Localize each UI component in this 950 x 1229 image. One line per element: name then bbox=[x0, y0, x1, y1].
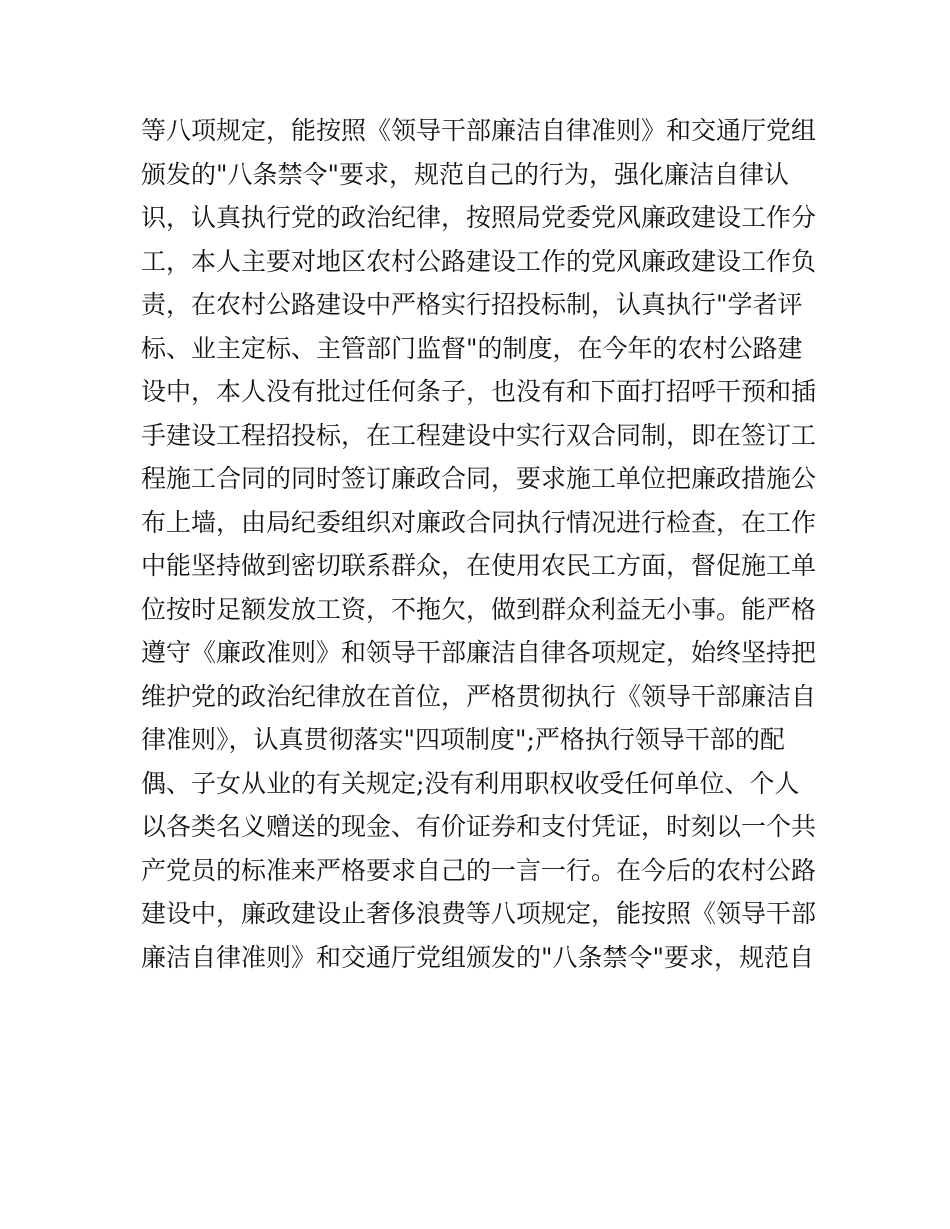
text-line-20: 廉洁自律准则》和交通厅党组颁发的"八条禁令"要求，规范自 bbox=[141, 942, 815, 972]
text-line-3: 识，认真执行党的政治纪律，按照局党委党风廉政建设工作分 bbox=[141, 203, 817, 232]
text-line-12: 位按时足额发放工资，不拖欠，做到群众利益无小事。能严格 bbox=[141, 594, 817, 624]
text-line-14: 维护党的政治纪律放在首位，严格贯彻执行《领导干部廉洁自 bbox=[141, 681, 817, 711]
text-line-10: 布上墙，由局纪委组织对廉政合同执行情况进行检查，在工作 bbox=[141, 507, 817, 537]
text-line-2: 颁发的"八条禁令"要求，规范自己的行为，强化廉洁自律认 bbox=[141, 159, 790, 189]
text-line-9: 程施工合同的同时签订廉政合同，要求施工单位把廉政措施公 bbox=[141, 464, 817, 493]
text-line-4: 工，本人主要对地区农村公路建设工作的党风廉政建设工作负 bbox=[141, 246, 817, 276]
text-line-15: 律准则》，认真贯彻落实"四项制度";严格执行领导干部的配 bbox=[141, 725, 785, 754]
text-line-1: 等八项规定，能按照《领导干部廉洁自律准则》和交通厅党组 bbox=[141, 116, 817, 145]
text-line-18: 产党员的标准来严格要求自己的一言一行。在今后的农村公路 bbox=[141, 855, 817, 885]
text-line-7: 设中，本人没有批过任何条子，也没有和下面打招呼干预和插 bbox=[141, 377, 817, 406]
body-text bbox=[141, 109, 821, 979]
text-line-13: 遵守《廉政准则》和领导干部廉洁自律各项规定，始终坚持把 bbox=[141, 638, 817, 667]
text-line-8: 手建设工程招投标，在工程建设中实行双合同制，即在签订工 bbox=[141, 420, 817, 450]
text-line-5: 责，在农村公路建设中严格实行招投标制，认真执行"学者评 bbox=[141, 290, 803, 319]
text-line-6: 标、业主定标、主管部门监督"的制度，在今年的农村公路建 bbox=[141, 333, 803, 363]
text-line-16: 偶、子女从业的有关规定;没有利用职权收受任何单位、个人 bbox=[141, 768, 800, 798]
text-line-19: 建设中，廉政建设止奢侈浪费等八项规定，能按照《领导干部 bbox=[141, 899, 817, 928]
text-line-17: 以各类名义赠送的现金、有价证券和支付凭证，时刻以一个共 bbox=[141, 812, 817, 841]
text-line-11: 中能坚持做到密切联系群众，在使用农民工方面，督促施工单 bbox=[141, 551, 817, 580]
